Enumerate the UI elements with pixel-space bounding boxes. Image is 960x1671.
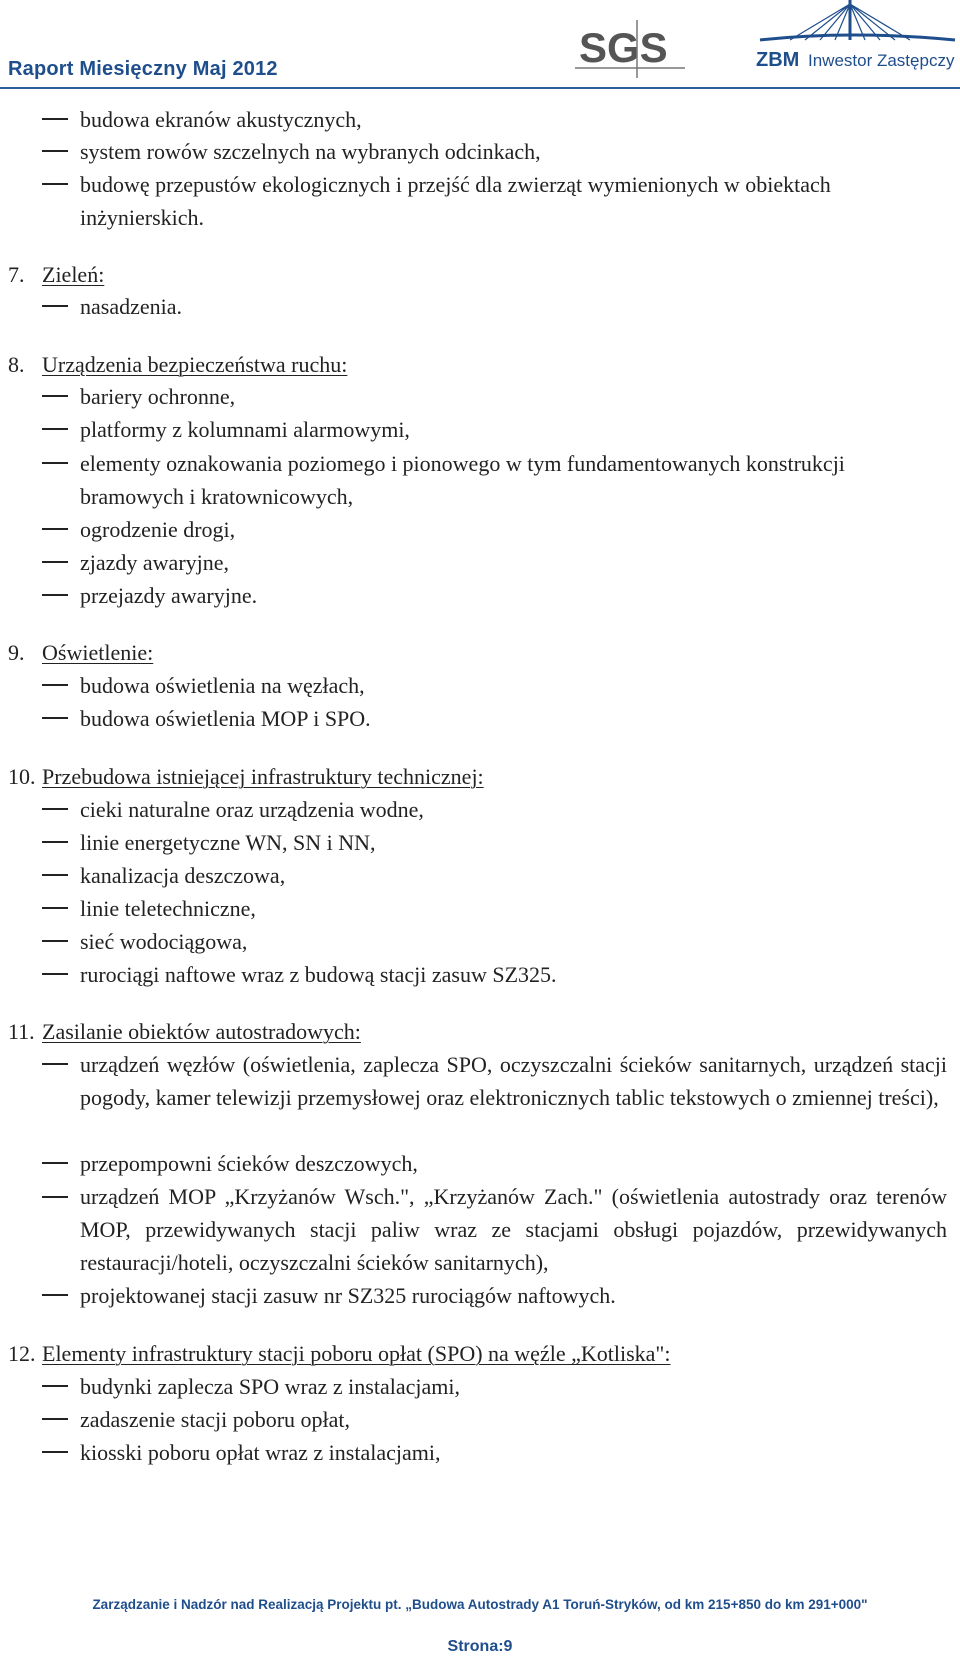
bullet-dash [42,594,68,596]
bullet-dash [42,150,68,152]
list-item: bariery ochronne, [80,384,236,409]
list-item-paragraph: urządzeń MOP „Krzyżanów Wsch.", „Krzyżanów Zach." (oświetlenia autostrady oraz terenów MOP, przewidywanych stacji paliw wraz ze stacjami obsługi pojazdów, przewidywanych restauracji/hoteli, oczyszczalni ścieków sanitarnych), [80,1184,947,1275]
bullet-dash [42,561,68,563]
sgs-logo [575,18,685,80]
bullet-dash [42,428,68,430]
list-item: rurociągi naftowe wraz z budową stacji zasuw SZ325. [80,962,557,987]
footer-project-title: Zarządzanie i Nadzór nad Realizacją Projektu pt. „Budowa Autostrady A1 Toruń-Stryków, od km 215+850 do km 291+000" [92,1597,868,1612]
list-item: budowa oświetlenia MOP i SPO. [80,706,371,731]
list-item-continuation: inżynierskich. [80,205,205,230]
section-heading: Elementy infrastruktury stacji poboru opłat (SPO) na węźle „Kotliska": [42,1341,671,1366]
list-item: budowę przepustów ekologicznych i przejść dla zwierząt wymienionych w obiektach [80,172,831,197]
section-heading: Oświetlenie: [42,640,154,665]
bullet-dash [42,462,68,464]
bullet-dash [42,183,68,185]
bullet-dash [42,528,68,530]
bullet-dash [42,1385,68,1387]
section-number: 9. [8,640,25,665]
bullet-dash [42,1418,68,1420]
bullet-dash [42,841,68,843]
page-number [0,1638,960,1656]
zbm-logo [750,0,960,84]
zbm-logo-text: ZBM [756,49,800,71]
list-item: zadaszenie stacji poboru opłat, [80,1407,351,1432]
list-item: linie energetyczne WN, SN i NN, [80,830,376,855]
header-divider [0,87,960,89]
section-number: 8. [8,352,25,377]
bullet-dash [42,874,68,876]
list-item: elementy oznakowania poziomego i pionowego w tym fundamentowanych konstrukcji [80,451,845,476]
list-item: kanalizacja deszczowa, [80,863,286,888]
bullet-dash [42,1294,68,1296]
section-number: 10. [8,764,36,789]
list-item: budowa ekranów akustycznych, [80,107,362,132]
bullet-dash [42,907,68,909]
section-heading: Zasilanie obiektów autostradowych: [42,1019,361,1044]
bullet-dash [42,940,68,942]
list-item: budynki zaplecza SPO wraz z instalacjami, [80,1374,460,1399]
sgs-logo-text: SGS [579,24,668,71]
bullet-dash [42,684,68,686]
list-item: platformy z kolumnami alarmowymi, [80,417,410,442]
page-number-value: 9 [503,1638,513,1655]
bullet-dash [42,973,68,975]
bullet-dash [42,1162,68,1164]
zbm-logo-subtext: Inwestor Zastępczy [808,51,955,70]
list-item: sieć wodociągowa, [80,929,248,954]
list-item: ogrodzenie drogi, [80,517,236,542]
list-item: cieki naturalne oraz urządzenia wodne, [80,797,424,822]
report-title: Raport Miesięczny Maj 2012 [8,58,278,80]
list-item: przejazdy awaryjne. [80,583,258,608]
section-number: 7. [8,262,25,287]
section-heading: Zieleń: [42,262,105,287]
section-number: 12. [8,1341,36,1366]
bullet-dash [42,808,68,810]
section-heading: Przebudowa istniejącej infrastruktury technicznej: [42,764,484,789]
bullet-dash [42,717,68,719]
bullet-dash [42,1063,68,1065]
list-item: budowa oświetlenia na węzłach, [80,673,365,698]
list-item: projektowanej stacji zasuw nr SZ325 rurociągów naftowych. [80,1283,616,1308]
list-item: przepompowni ścieków deszczowych, [80,1151,418,1176]
section-heading: Urządzenia bezpieczeństwa ruchu: [42,352,348,377]
section-number: 11. [8,1019,35,1044]
bullet-dash [42,395,68,397]
bullet-dash [42,118,68,120]
list-item: system rowów szczelnych na wybranych odcinkach, [80,139,541,164]
list-item: kiosski poboru opłat wraz z instalacjami, [80,1440,441,1465]
page-header [0,0,960,90]
list-item: linie teletechniczne, [80,896,256,921]
bullet-dash [42,305,68,307]
list-item: nasadzenia. [80,294,182,319]
bullet-dash [42,1196,68,1198]
list-item-continuation: bramowych i kratownicowych, [80,484,354,509]
list-item: zjazdy awaryjne, [80,550,230,575]
page-number-label: Strona: [447,1638,504,1655]
bullet-dash [42,1451,68,1453]
list-item-paragraph: urządzeń węzłów (oświetlenia, zaplecza SPO, oczyszczalni ścieków sanitarnych, urządzeń stacji pogody, kamer telewizji przemysłowej oraz elektronicznych tablic tekstowych o zmiennej treści), [80,1052,947,1110]
